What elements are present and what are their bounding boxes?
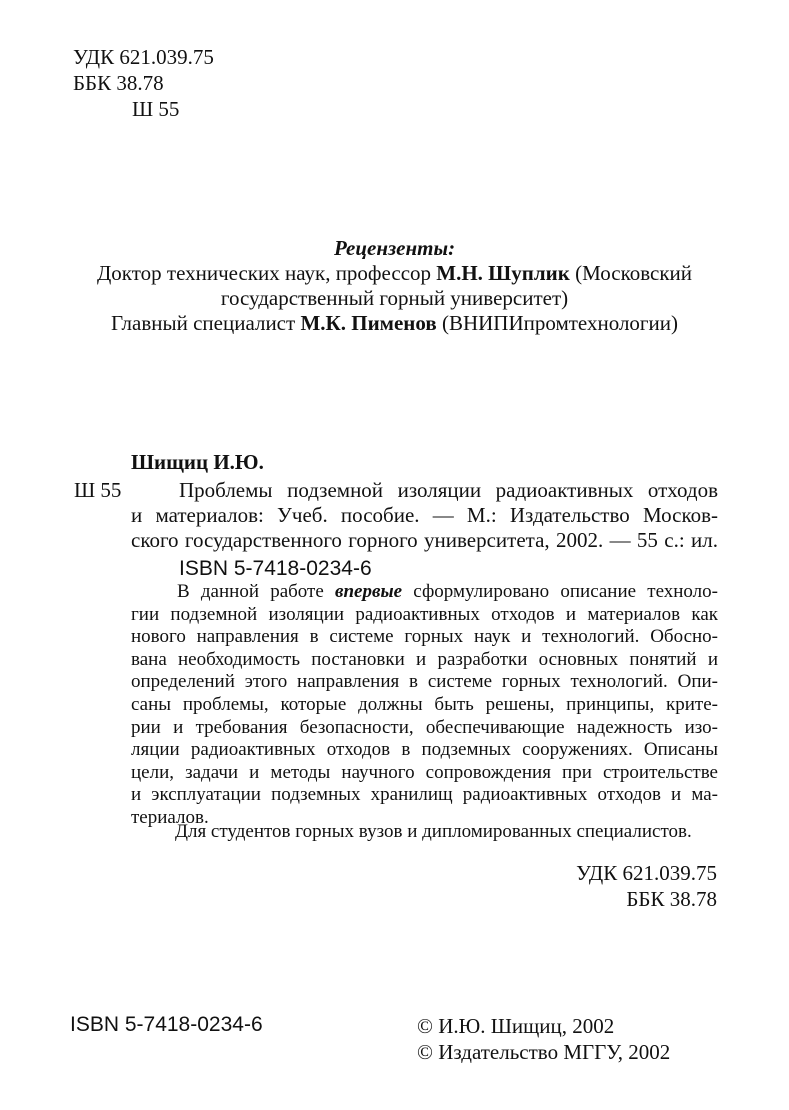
abstract-line: вана необходимость постановки и разработки основных понятий и [131,648,718,670]
abstract-line: териалов. [131,806,209,828]
abstract-line: нового направления в системе горных наук и технологий. Обосно- [131,626,718,648]
reviewer-2 [0,311,789,336]
reviewer-1-name: М.Н. Шуплик [436,261,570,285]
footer-isbn: ISBN 5-7418-0234-6 [70,1013,263,1036]
abstract [131,581,718,830]
bibliography-mark: Ш 55 [74,478,122,502]
reviewers-block [0,236,789,336]
abstract-line: цели, задачи и методы научного сопровождения при строительстве [131,761,718,783]
bib-line: и материалов: Учеб. пособие. — М.: Издательство Москов- [131,503,718,527]
copyright-publisher: © Издательство МГГУ, 2002 [417,1040,671,1064]
abstract-first-suffix: сформулировано описание техноло- [402,581,718,602]
bibliographic-description [131,478,718,553]
reviewers-heading: Рецензенты: [333,236,456,260]
reviewer-2-affiliation: (ВНИПИпромтехнологии) [436,311,679,335]
abstract-line: рии и требования безопасности, обеспечивающие надежность изо- [131,716,718,738]
reviewer-1-affiliation-cont: государственный горный университет) [220,286,569,310]
abstract-line [131,581,718,604]
copyright-author: © И.Ю. Шищиц, 2002 [417,1014,615,1038]
abstract-line: определений этого направления в системе горных технологий. Опи- [131,671,718,693]
abstract-line: саны проблемы, которые должны быть решены, принципы, крите- [131,693,718,715]
bbk-code: ББК 38.78 [73,71,164,95]
abstract-line: и эксплуатации подземных хранилищ радиоактивных отходов и ма- [131,784,718,806]
book-author: Шищиц И.Ю. [131,450,264,474]
bib-line: ского государственного горного университета, 2002. — 55 с.: ил. [131,528,718,552]
classification-codes [73,44,214,122]
abstract-line: ляции радиоактивных отходов в подземных сооружениях. Описаны [131,739,718,761]
author-mark: Ш 55 [132,97,180,121]
udk-code: УДК 621.039.75 [73,45,214,69]
udk-code-right: УДК 621.039.75 [576,861,717,885]
abstract-line: гии подземной изоляции радиоактивных отходов и материалов как [131,603,718,625]
copyright-block [417,1013,670,1065]
reviewer-2-name: М.К. Пименов [300,311,437,335]
reviewer-1-title: Доктор технических наук, профессор [96,261,437,285]
bibliography-isbn: ISBN 5-7418-0234-6 [179,557,372,580]
reviewer-1-affiliation: (Московский [569,261,692,285]
abstract-emphasis: впервые [335,581,403,602]
bib-line: Проблемы подземной изоляции радиоактивных отходов [179,478,718,502]
reviewer-1 [0,261,789,286]
target-audience: Для студентов горных вузов и дипломированных специалистов. [175,821,692,842]
bbk-code-right: ББК 38.78 [626,887,717,911]
reviewer-2-title: Главный специалист [110,311,301,335]
classification-codes-right [576,860,717,912]
abstract-prefix: В данной работе [177,581,335,602]
